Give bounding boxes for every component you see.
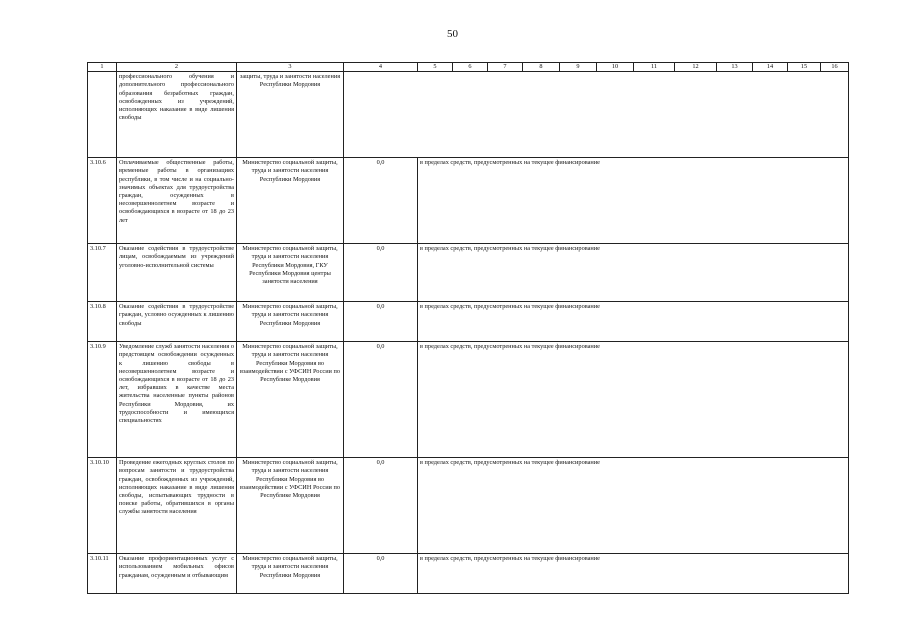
column-header: 9 — [560, 63, 597, 72]
table-row — [88, 342, 849, 458]
table-row — [88, 302, 849, 342]
row-number: 3.10.10 — [88, 458, 117, 554]
column-header: 6 — [453, 63, 488, 72]
event-name: Проведение ежегодных круглых столов по вопросам занятости и трудоустройства граждан, освобожденных из учреждений, исполняющих наказание в виде лишения свободы, испытывающих трудности в поиске работы, обратившихся в органы службы занятости населения — [117, 458, 237, 554]
funding-amount: 0,0 — [344, 554, 418, 594]
row-number: 3.10.11 — [88, 554, 117, 594]
row-number: 3.10.6 — [88, 158, 117, 244]
column-header: 5 — [418, 63, 453, 72]
funding-amount: 0,0 — [344, 158, 418, 244]
column-header: 11 — [634, 63, 675, 72]
table-row — [88, 158, 849, 244]
executor: Министерство социальной защиты, труда и занятости населения Республики Мордовия во взаимодействии с УФСИН России по Республике Мордовия — [237, 342, 344, 458]
funding-amount: 0,0 — [344, 342, 418, 458]
column-header: 13 — [717, 63, 753, 72]
column-header: 14 — [753, 63, 788, 72]
funding-note — [344, 72, 849, 158]
funding-amount: 0,0 — [344, 458, 418, 554]
column-header: 4 — [344, 63, 418, 72]
column-header: 16 — [821, 63, 849, 72]
column-header: 15 — [788, 63, 821, 72]
funding-amount: 0,0 — [344, 302, 418, 342]
executor: Министерство социальной защиты, труда и занятости населения Республики Мордовия, ГКУ Республики Мордовия центры занятости населения — [237, 244, 344, 302]
column-header: 12 — [675, 63, 717, 72]
event-name: профессионального обучения и дополнительного профессионального образования безработных граждан, освобожденных из учреждений, исполняющих наказание в виде лишения свободы — [117, 72, 237, 158]
column-header: 7 — [488, 63, 523, 72]
event-name: Оказание содействия в трудоустройстве лицам, освобождаемым из учреждений уголовно-исполнительной системы — [117, 244, 237, 302]
funding-note: в пределах средств, предусмотренных на текущее финансирование — [418, 458, 849, 554]
row-number: 3.10.8 — [88, 302, 117, 342]
column-header: 3 — [237, 63, 344, 72]
column-header: 1 — [88, 63, 117, 72]
column-header: 10 — [597, 63, 634, 72]
funding-note: в пределах средств, предусмотренных на текущее финансирование — [418, 244, 849, 302]
funding-note: в пределах средств, предусмотренных на текущее финансирование — [418, 158, 849, 244]
column-header: 2 — [117, 63, 237, 72]
funding-note: в пределах средств, предусмотренных на текущее финансирование — [418, 302, 849, 342]
event-name: Оказание содействия в трудоустройстве граждан, условно осужденных к лишению свободы — [117, 302, 237, 342]
executor: защиты, труда и занятости населения Республики Мордовия — [237, 72, 344, 158]
funding-note: в пределах средств, предусмотренных на текущее финансирование — [418, 342, 849, 458]
event-name: Оплачиваемые общественные работы, временные работы в организациях республики, в том числе и на социально-значимых объектах для трудоустройства граждан, осужденных в несовершеннолетнем возрасте и освобождающихся в возрасте от 18 до 23 лет — [117, 158, 237, 244]
table-row — [88, 458, 849, 554]
row-number — [88, 72, 117, 158]
table-row — [88, 554, 849, 594]
page-number: 50 — [447, 28, 458, 40]
executor: Министерство социальной защиты, труда и занятости населения Республики Мордовия — [237, 302, 344, 342]
row-number: 3.10.7 — [88, 244, 117, 302]
executor: Министерство социальной защиты, труда и занятости населения Республики Мордовия — [237, 554, 344, 594]
column-header: 8 — [523, 63, 560, 72]
funding-amount: 0,0 — [344, 244, 418, 302]
table-row — [88, 244, 849, 302]
executor: Министерство социальной защиты, труда и занятости населения Республики Мордовия во взаимодействии с УФСИН России по Республике Мордовия — [237, 458, 344, 554]
executor: Министерство социальной защиты, труда и занятости населения Республики Мордовия — [237, 158, 344, 244]
header-row — [88, 63, 849, 72]
table-row — [88, 72, 849, 158]
funding-note: в пределах средств, предусмотренных на текущее финансирование — [418, 554, 849, 594]
event-name: Уведомление служб занятости населения о предстоящем освобождении осужденных к лишению свободы в несовершеннолетнем возрасте и освобождающихся в возрасте от 18 до 23 лет, избравших в качестве места жительства населенные пункты районов Республики Мордовия, их трудоспособности и имеющихся специальностях — [117, 342, 237, 458]
event-name: Оказание профориентационных услуг с использованием мобильных офисов гражданам, осужденным и отбывающим — [117, 554, 237, 594]
program-table — [87, 62, 849, 594]
row-number: 3.10.9 — [88, 342, 117, 458]
